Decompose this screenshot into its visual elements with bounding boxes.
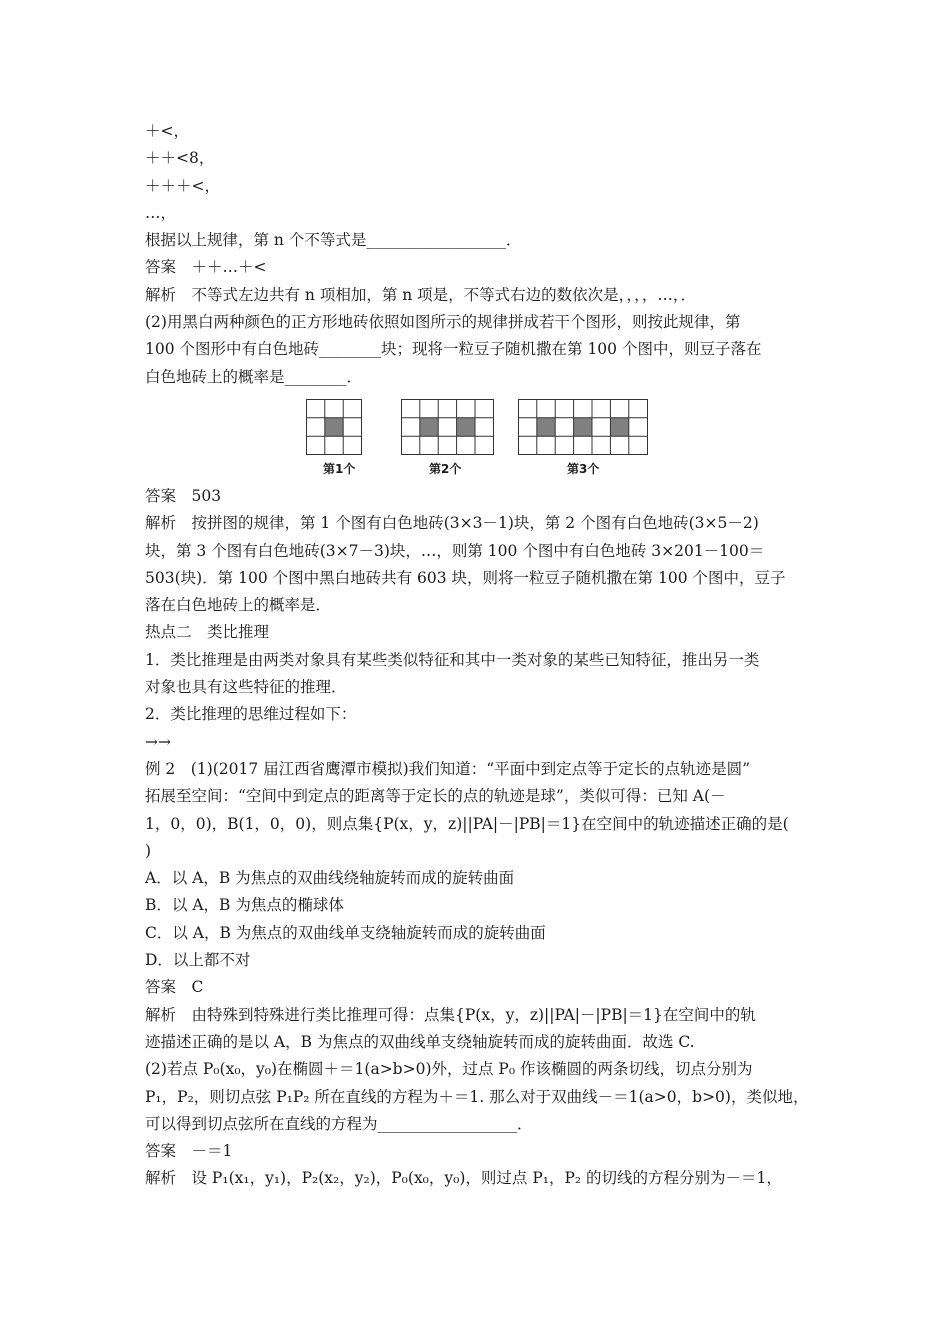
option-b: B．以 A，B 为焦点的椭球体: [145, 896, 344, 915]
black-tile: [537, 417, 556, 436]
text-line: 100 个图形中有白色地砖________块；现将一粒豆子随机撒在第 100 个图中，则豆子落在: [145, 340, 762, 359]
answer-line: 答案 ＋＋…＋<: [145, 258, 267, 277]
text-line: 拓展至空间：“空间中到定点的距离等于定长的点的轨迹是球”，类似可得：已知 A(－: [145, 787, 726, 806]
text-line: 落在白色地砖上的概率是．: [145, 596, 332, 615]
text-line: 503(块)．第 100 个图中黑白地砖共有 603 块，则将一粒豆子随机撒在第 100 个图中，豆子: [145, 568, 786, 587]
tile-grid-2: [401, 399, 494, 455]
text-line: 2．类比推理的思维过程如下：: [145, 705, 357, 724]
section-heading: 热点二 类比推理: [145, 623, 270, 642]
answer-line: 答案 503: [145, 486, 222, 505]
tile-grid-3: [518, 399, 648, 455]
text-line: 1，0，0)，B(1，0，0)，则点集{P(x，y，z)||PA|－|PB|＝1}在空间中的轨迹描述正确的是(: [145, 814, 789, 833]
answer-line: 答案 －＝1: [145, 1142, 233, 1161]
option-c: C．以 A，B 为焦点的双曲线单支绕轴旋转而成的旋转曲面: [145, 923, 546, 942]
text-line: (2)若点 P₀(x₀，y₀)在椭圆＋＝1(a>b>0)外，过点 P₀ 作该椭圆的两条切线，切点分别为: [145, 1060, 753, 1079]
text-line: ＋＋＋<，: [145, 176, 220, 195]
text-line: ): [145, 841, 152, 860]
text-line: (2)用黑白两种颜色的正方形地砖依照如图所示的规律拼成若干个图形，则按此规律，第: [145, 313, 741, 332]
text-line: ＋<，: [145, 122, 189, 140]
analysis-line: 解析 不等式左边共有 n 项相加，第 n 项是，不等式右边的数依次是，，，，…，．: [145, 285, 697, 304]
black-tile: [574, 417, 593, 436]
text-line: 1．类比推理是由两类对象具有某些类似特征和其中一类对象的某些已知特征，推出另一类: [145, 650, 760, 669]
black-tile: [457, 417, 476, 436]
tile-grid-1: [306, 399, 362, 455]
text-line: 根据以上规律，第 n 个不等式是__________________．: [145, 231, 522, 250]
caption-1: 第1个: [323, 461, 356, 476]
text-block-bottom: [145, 483, 810, 1193]
text-line: 块，第 3 个图有白色地砖(3×7－3)块，…，则第 100 个图中有白色地砖 3×201－100＝: [145, 541, 765, 560]
black-tile: [420, 417, 439, 436]
tile-pattern-figure: [145, 391, 810, 483]
text-block-top: [145, 118, 810, 391]
option-a: A．以 A，B 为焦点的双曲线绕轴旋转而成的旋转曲面: [145, 869, 515, 888]
text-line: ＋＋<8，: [145, 149, 215, 168]
caption-3: 第3个: [567, 461, 600, 476]
arrows-line: →→: [145, 732, 171, 751]
text-line: 可以得到切点弦所在直线的方程为__________________．: [145, 1114, 533, 1133]
text-line: P₁，P₂，则切点弦 P₁P₂ 所在直线的方程为＋＝1. 那么对于双曲线－＝1(a>0，b>0)，类似地，: [145, 1087, 809, 1106]
text-line: 迹描述正确的是以 A，B 为焦点的双曲线单支绕轴旋转而成的旋转曲面．故选 C.: [145, 1032, 695, 1051]
analysis-line: 解析 由特殊到特殊进行类比推理可得：点集{P(x，y，z)||PA|－|PB|＝1}在空间中的轨: [145, 1005, 756, 1024]
text-line: 对象也具有这些特征的推理．: [145, 678, 347, 697]
example-heading: 例 2 (1)(2017 届江西省鹰潭市模拟)我们知道：“平面中到定点等于定长的点轨迹是圆”: [145, 759, 751, 778]
text-line: …，: [145, 203, 177, 222]
option-d: D．以上都不对: [145, 951, 251, 970]
text-line: 白色地砖上的概率是________．: [145, 367, 363, 386]
caption-2: 第2个: [429, 461, 462, 476]
document-page: [145, 118, 810, 1193]
answer-line: 答案 C: [145, 978, 204, 997]
black-tile: [325, 417, 344, 436]
analysis-line: 解析 设 P₁(x₁，y₁)，P₂(x₂，y₂)，P₀(x₀，y₀)，则过点 P₁，P₂ 的切线的方程分别为－＝1，: [145, 1169, 782, 1188]
analysis-line: 解析 按拼图的规律，第 1 个图有白色地砖(3×3－1)块，第 2 个图有白色地砖(3×5－2): [145, 514, 759, 533]
black-tile: [611, 417, 630, 436]
